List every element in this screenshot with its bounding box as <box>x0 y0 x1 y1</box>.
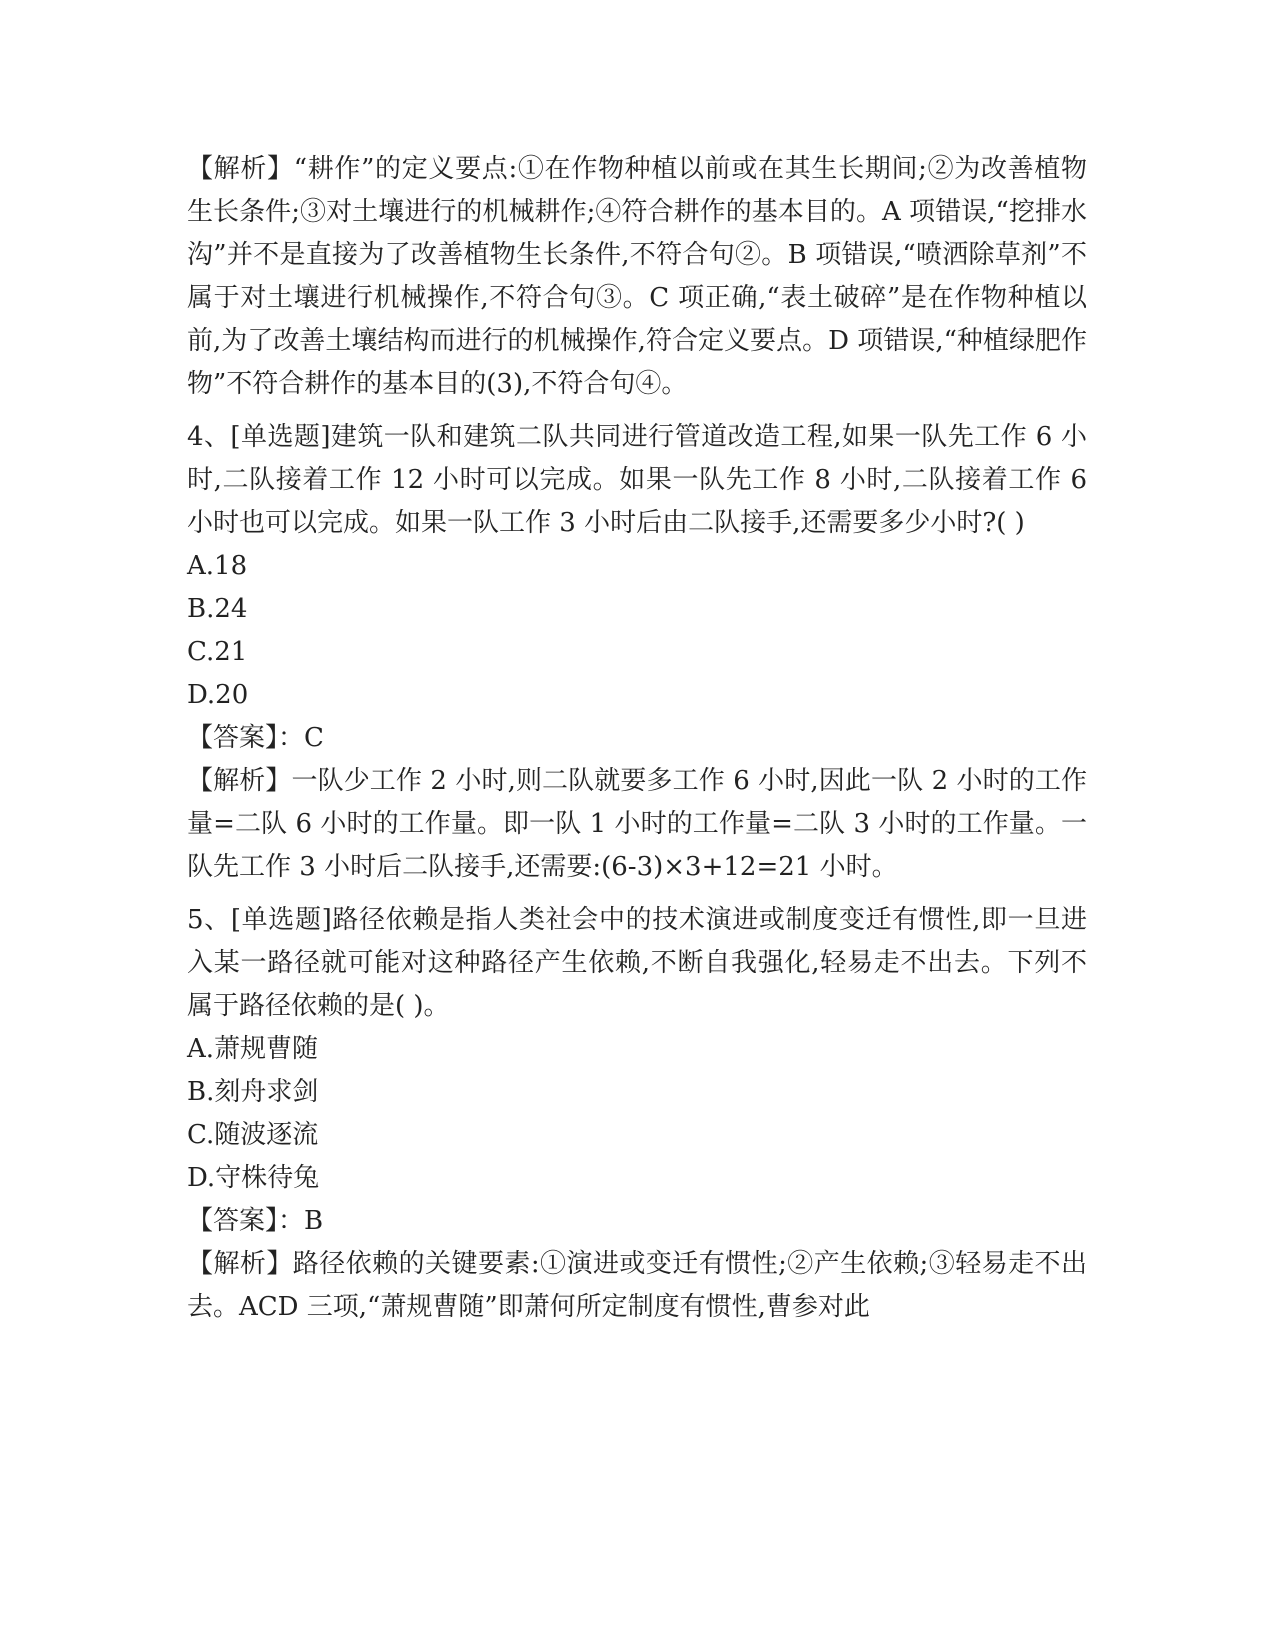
question-stem: 5、[单选题]路径依赖是指人类社会中的技术演进或制度变迁有惯性,即一旦进入某一路径就可能对这种路径产生依赖,不断自我强化,轻易走不出去。下列不属于路径依赖的是( )。 <box>187 905 1087 1021</box>
option-a: A.18 <box>187 551 248 581</box>
question-5 <box>187 899 1087 1329</box>
analysis-q3: 【解析】“耕作”的定义要点:①在作物种植以前或在其生长期间;②为改善植物生长条件;③对土壤进行的机械耕作;④符合耕作的基本目的。A 项错误,“挖排水沟”并不是直接为了改善植物生长条件,不符合句②。B 项错误,“喷洒除草剂”不属于对土壤进行机械操作,不符合句③。C 项正确,“表土破碎”是在作物种植以前,为了改善土壤结构而进行的机械操作,符合定义要点。D 项错误,“种植绿肥作物”不符合耕作的基本目的(3),不符合句④。 <box>187 154 1087 399</box>
question-4 <box>187 416 1087 889</box>
option-c: C.21 <box>187 637 248 667</box>
option-c: C.随波逐流 <box>187 1120 319 1150</box>
option-b: B.24 <box>187 594 248 624</box>
answer: 【答案】：C <box>187 723 324 753</box>
document-page <box>187 148 1087 1329</box>
option-b: B.刻舟求剑 <box>187 1077 319 1107</box>
question-stem: 4、[单选题]建筑一队和建筑二队共同进行管道改造工程,如果一队先工作 6 小时,二队接着工作 12 小时可以完成。如果一队先工作 8 小时,二队接着工作 6 小时也可以完成。如果一队工作 3 小时后由二队接手,还需要多少小时?( ) <box>187 422 1087 538</box>
option-d: D.20 <box>187 680 249 710</box>
option-a: A.萧规曹随 <box>187 1034 319 1064</box>
answer: 【答案】：B <box>187 1206 324 1236</box>
analysis: 【解析】一队少工作 2 小时,则二队就要多工作 6 小时,因此一队 2 小时的工作量=二队 6 小时的工作量。即一队 1 小时的工作量=二队 3 小时的工作量。一队先工作 3 小时后二队接手,还需要:(6-3)×3+12=21 小时。 <box>187 766 1087 882</box>
analysis: 【解析】路径依赖的关键要素:①演进或变迁有惯性;②产生依赖;③轻易走不出去。ACD 三项,“萧规曹随”即萧何所定制度有惯性,曹参对此 <box>187 1249 1087 1322</box>
option-d: D.守株待兔 <box>187 1163 320 1193</box>
